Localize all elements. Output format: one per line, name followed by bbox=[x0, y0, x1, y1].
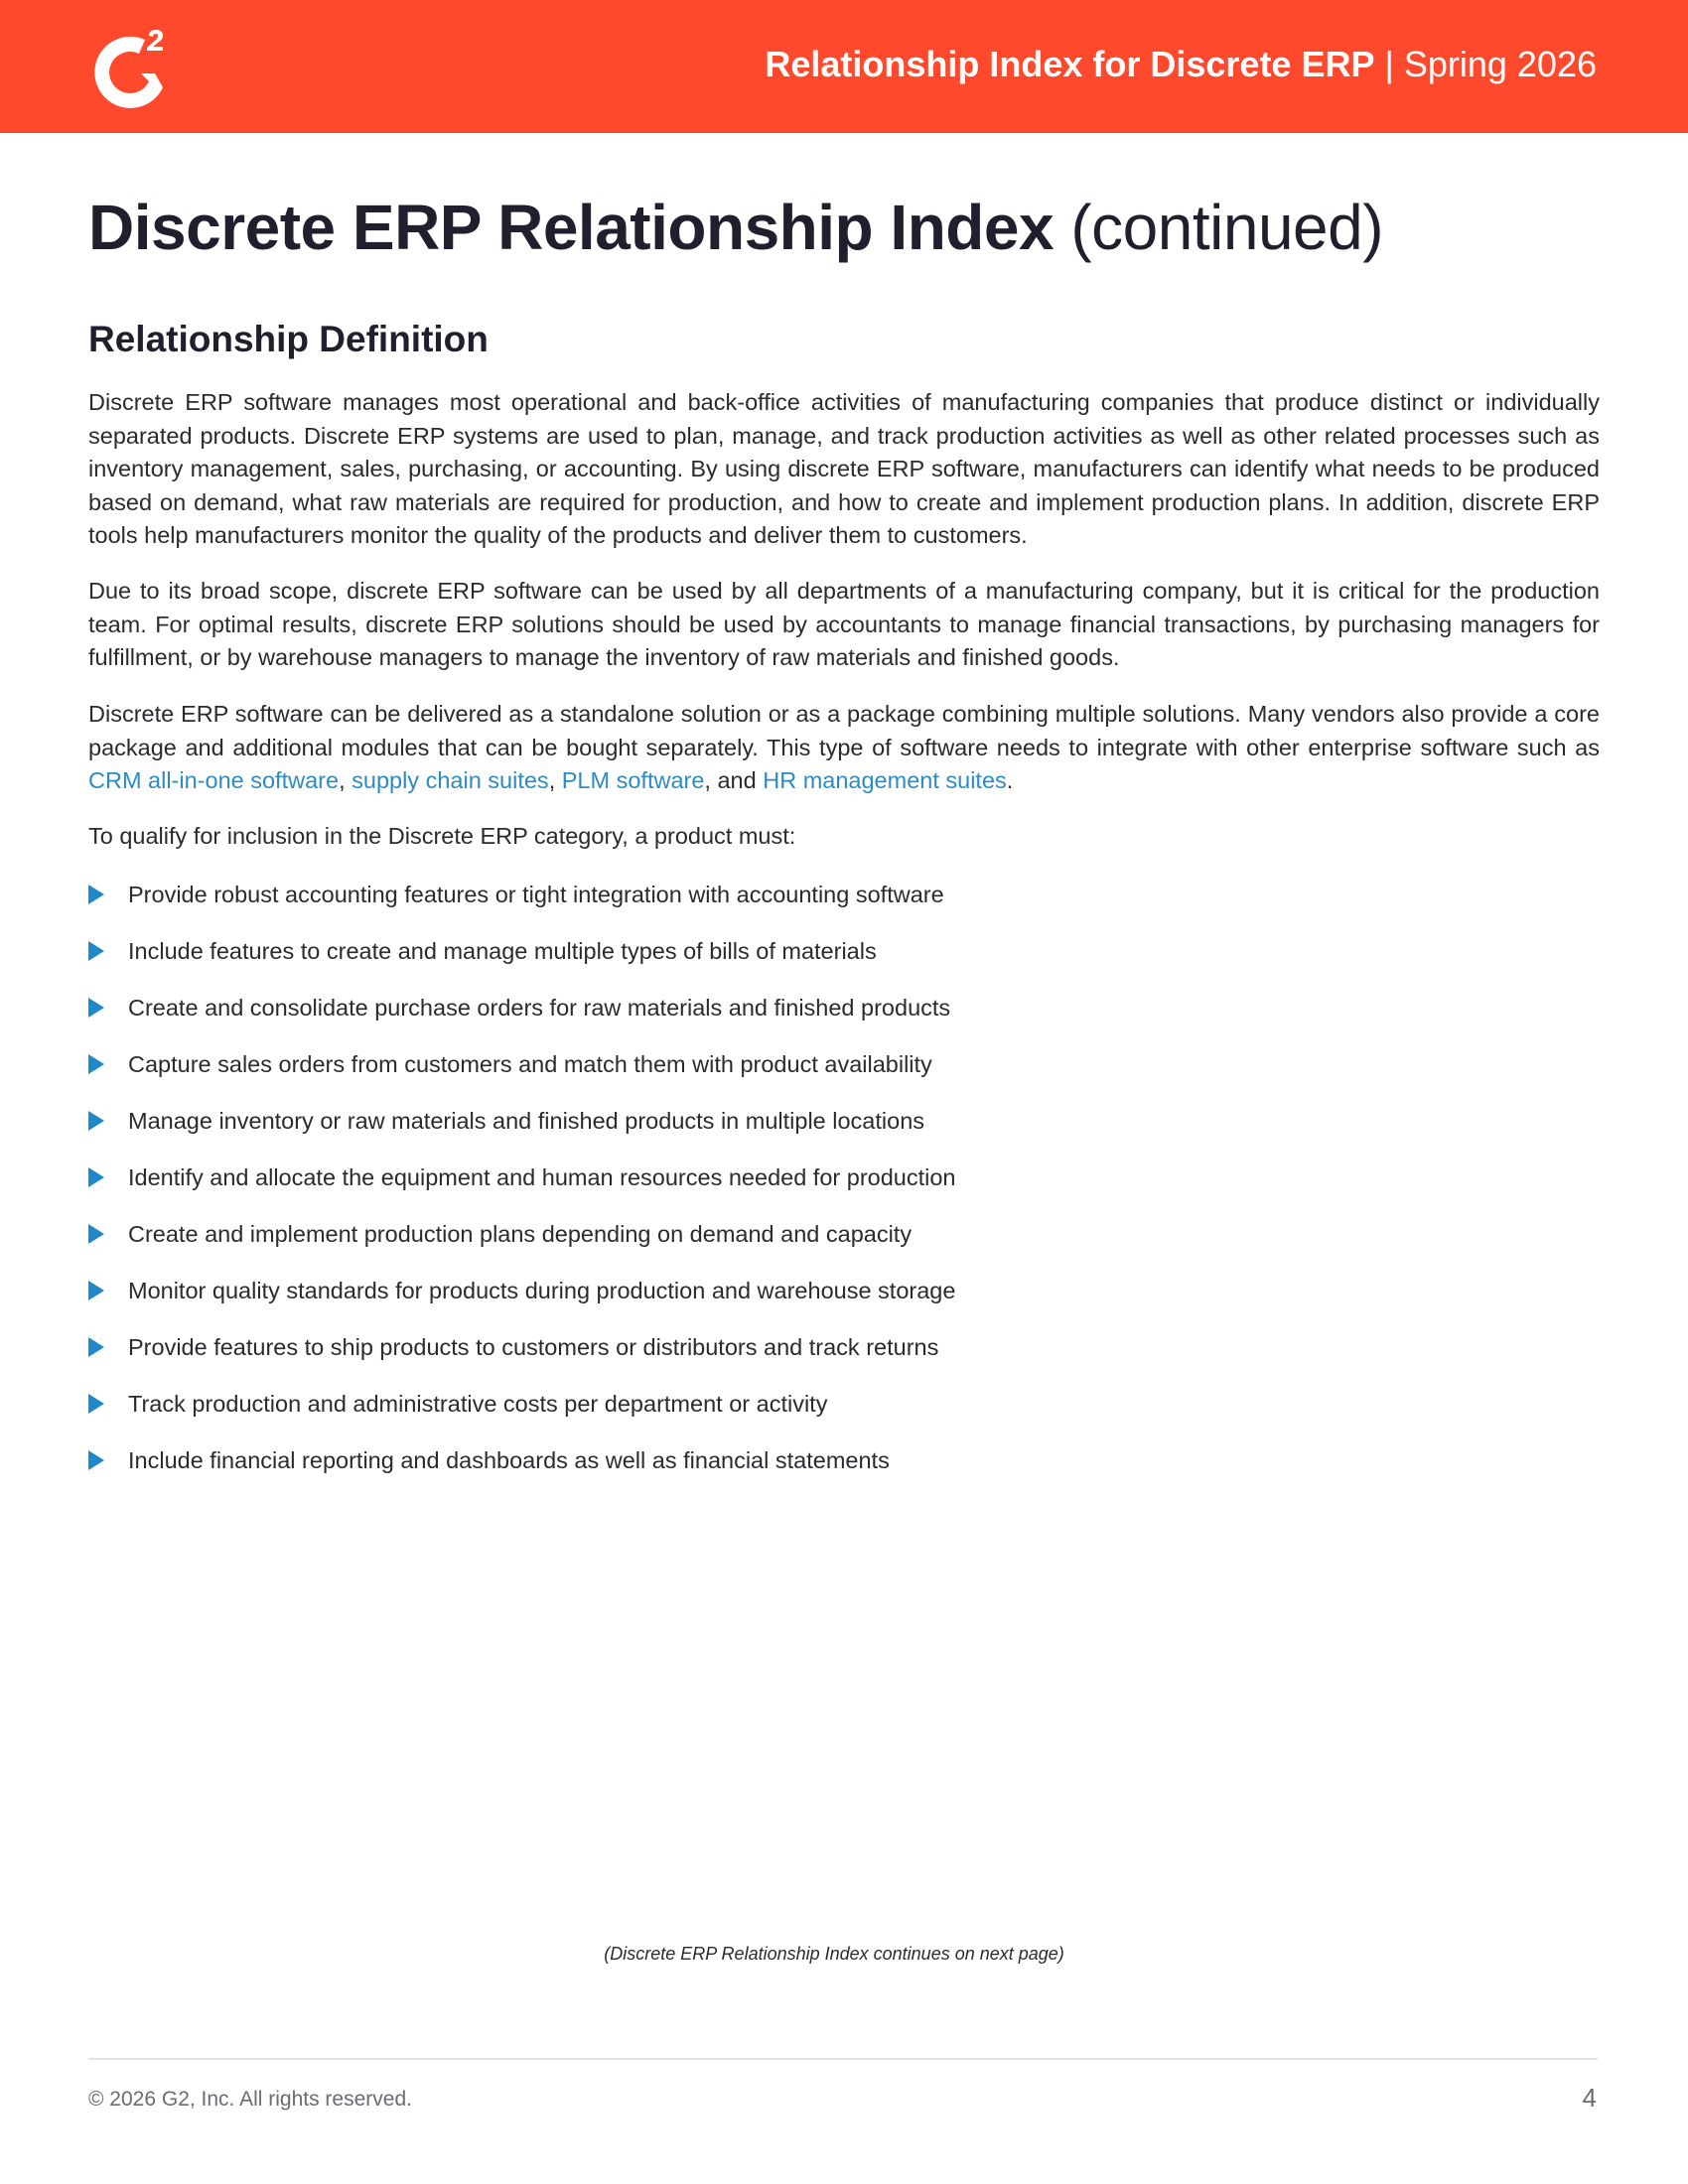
triangle-bullet-icon bbox=[88, 1167, 104, 1187]
footer-divider bbox=[88, 2058, 1598, 2060]
page-number: 4 bbox=[1582, 2083, 1597, 2113]
criteria-text: Provide features to ship products to customers or distributors and track returns bbox=[128, 1334, 939, 1360]
qualify-intro: To qualify for inclusion in the Discrete ERP category, a product must: bbox=[88, 823, 796, 849]
page-title-suffix: (continued) bbox=[1070, 192, 1384, 263]
definition-paragraph-2: Due to its broad scope, discrete ERP software can be used by all departments of a manufacturing company, but it is critical for the production team. For optimal results, discrete ERP solutions should be used by accountants to manage financial transactions, by purchasing managers for fulfillment, or by warehouse managers to manage the inventory of raw materials and finished goods. bbox=[88, 578, 1600, 670]
criteria-text: Manage inventory or raw materials and finished products in multiple locations bbox=[128, 1108, 925, 1134]
criteria-text: Create and consolidate purchase orders for raw materials and finished products bbox=[128, 995, 951, 1021]
triangle-bullet-icon bbox=[88, 1054, 104, 1074]
list-item bbox=[88, 1104, 1478, 1160]
triangle-bullet-icon bbox=[88, 998, 104, 1018]
list-item bbox=[88, 1387, 1478, 1443]
report-title bbox=[765, 44, 1597, 85]
triangle-bullet-icon bbox=[88, 1450, 104, 1470]
triangle-bullet-icon bbox=[88, 941, 104, 961]
criteria-text: Capture sales orders from customers and match them with product availability bbox=[128, 1051, 932, 1077]
page-title-main: Discrete ERP Relationship Index bbox=[88, 192, 1055, 263]
hr-management-suites-link[interactable]: HR management suites bbox=[763, 767, 1007, 793]
continues-note: (Discrete ERP Relationship Index continues on next page) bbox=[604, 1944, 1064, 1964]
list-item bbox=[88, 878, 1478, 934]
header-banner bbox=[0, 0, 1688, 133]
triangle-bullet-icon bbox=[88, 1111, 104, 1131]
crm-software-link[interactable]: CRM all-in-one software bbox=[88, 767, 340, 793]
link-separator: , bbox=[339, 767, 352, 793]
title-separator: | bbox=[1384, 44, 1394, 84]
criteria-list bbox=[88, 878, 1478, 1500]
list-item bbox=[88, 1160, 1478, 1217]
list-item bbox=[88, 1330, 1478, 1387]
criteria-text: Include financial reporting and dashboards as well as financial statements bbox=[128, 1447, 890, 1473]
definition-paragraph-3 bbox=[88, 698, 1600, 798]
link-separator: , bbox=[548, 767, 562, 793]
page-title bbox=[88, 191, 1383, 264]
criteria-text: Provide robust accounting features or tight integration with accounting software bbox=[128, 882, 944, 907]
plm-software-link[interactable]: PLM software bbox=[561, 767, 705, 793]
triangle-bullet-icon bbox=[88, 1337, 104, 1357]
g2-logo-icon bbox=[89, 30, 173, 109]
report-season: Spring 2026 bbox=[1403, 44, 1597, 84]
list-item bbox=[88, 1443, 1478, 1500]
criteria-text: Create and implement production plans depending on demand and capacity bbox=[128, 1221, 913, 1247]
criteria-text: Include features to create and manage multiple types of bills of materials bbox=[128, 938, 877, 964]
triangle-bullet-icon bbox=[88, 1224, 104, 1244]
list-item bbox=[88, 1047, 1478, 1104]
copyright-text: © 2026 G2, Inc. All rights reserved. bbox=[88, 2088, 412, 2111]
supply-chain-suites-link[interactable]: supply chain suites bbox=[352, 767, 549, 793]
criteria-text: Track production and administrative costs per department or activity bbox=[128, 1391, 828, 1417]
paragraph-3-end: . bbox=[1006, 767, 1014, 793]
definition-paragraph-1: Discrete ERP software manages most operational and back-office activities of manufacturing companies that produce distinct or individually separated products. Discrete ERP systems are used to plan, manage, and track production activities as well as other related processes such as inventory management, sales, purchasing, or accounting. By using discrete ERP software, manufacturers can identify what needs to be produced based on demand, what raw materials are required for production, and how to create and implement production plans. In addition, discrete ERP tools help manufacturers monitor the quality of the products and deliver them to customers. bbox=[88, 389, 1600, 548]
list-item bbox=[88, 991, 1478, 1047]
criteria-text: Monitor quality standards for products during production and warehouse storage bbox=[128, 1278, 956, 1303]
list-item bbox=[88, 1217, 1478, 1274]
list-item bbox=[88, 934, 1478, 991]
triangle-bullet-icon bbox=[88, 1281, 104, 1300]
section-heading: Relationship Definition bbox=[88, 319, 489, 359]
list-item bbox=[88, 1274, 1478, 1330]
report-title-main: Relationship Index for Discrete ERP bbox=[765, 44, 1375, 84]
criteria-text: Identify and allocate the equipment and human resources needed for production bbox=[128, 1164, 956, 1190]
triangle-bullet-icon bbox=[88, 885, 104, 904]
paragraph-3-lead: Discrete ERP software can be delivered as a standalone solution or as a package combining multiple solutions. Many vendors also provide a core package and additional modules that can be bought separately. This type of software needs to integrate with other enterprise software such as bbox=[88, 701, 1600, 760]
triangle-bullet-icon bbox=[88, 1394, 104, 1414]
link-separator: , and bbox=[704, 767, 764, 793]
